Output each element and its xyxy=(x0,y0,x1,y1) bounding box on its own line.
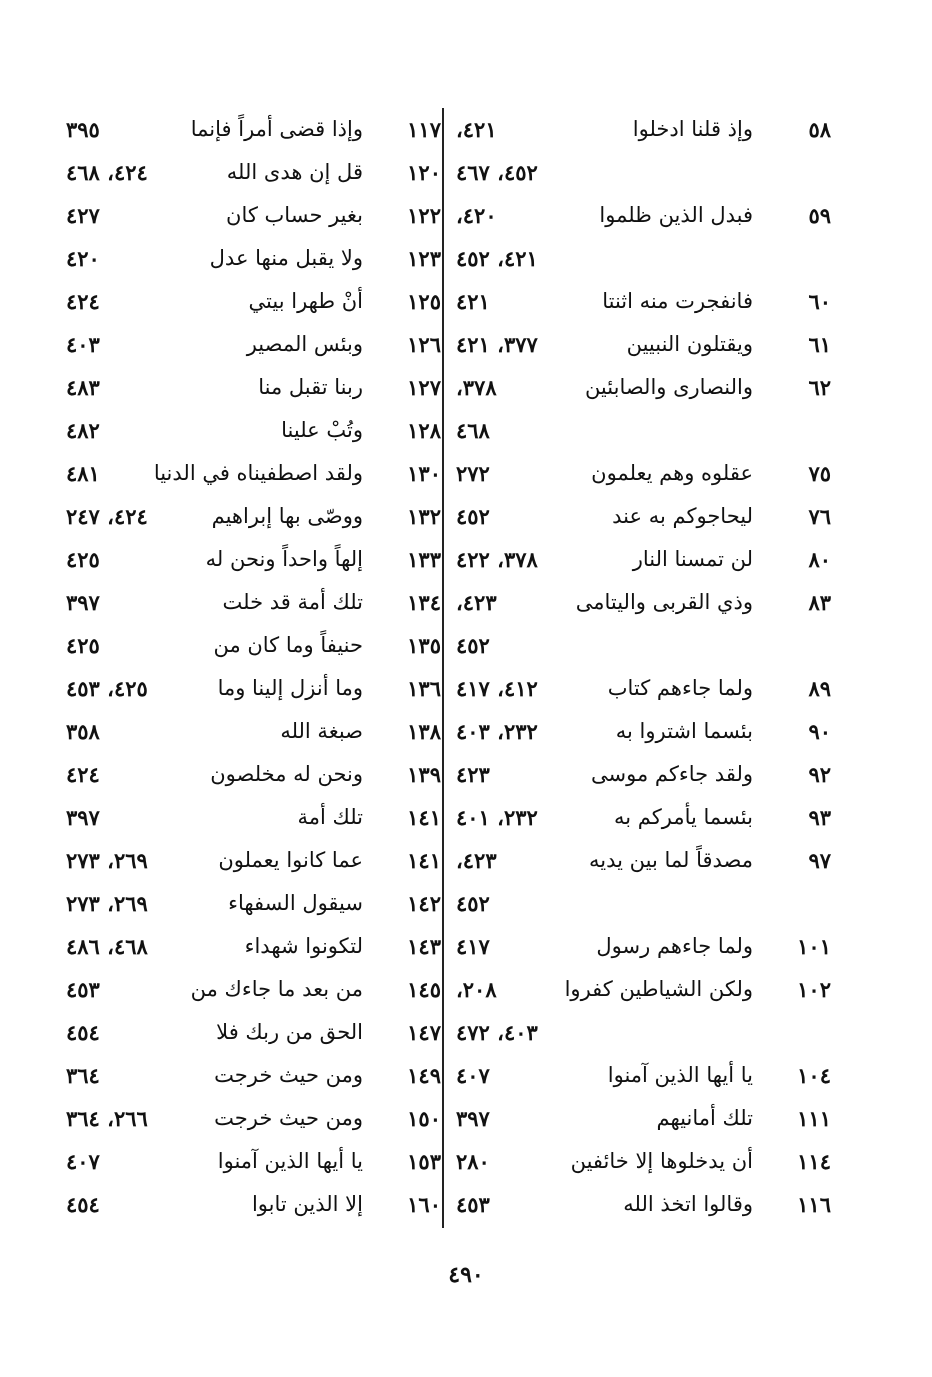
verse-number: ١٥٣ xyxy=(407,1149,441,1174)
verse-text: ومن حيث خرجت xyxy=(214,1063,363,1087)
index-entry xyxy=(456,753,831,796)
verse-text: وتُبْ علينا xyxy=(281,418,363,442)
index-entry xyxy=(66,108,441,151)
index-entry xyxy=(66,538,441,581)
page-references: ٤٢٤ xyxy=(66,289,100,314)
index-entry xyxy=(66,1054,441,1097)
page-references: ٤٥٢ xyxy=(456,504,490,529)
index-entry xyxy=(456,667,831,710)
verse-number: ١٤٩ xyxy=(407,1063,441,1088)
index-entry xyxy=(456,1183,831,1226)
page-references: ٣٦٤ xyxy=(66,1063,100,1088)
page-number: ٤٩٠ xyxy=(448,1262,484,1288)
index-entry xyxy=(456,624,831,667)
verse-text: والنصارى والصابئين xyxy=(584,375,753,399)
verse-text: عما كانوا يعملون xyxy=(218,848,363,872)
verse-number: ٩٠ xyxy=(808,719,831,744)
verse-text: فبدل الذين ظلموا xyxy=(599,203,753,227)
index-entry xyxy=(66,366,441,409)
verse-text: ولا يقبل منها عدل xyxy=(209,246,363,270)
verse-text: ولكن الشياطين كفروا xyxy=(564,977,753,1001)
verse-text: مصدقاً لما بين يديه xyxy=(588,848,753,872)
verse-number: ٩٣ xyxy=(808,805,831,830)
verse-text: ولقد جاءكم موسى xyxy=(591,762,753,786)
page-references: ٣٩٧ xyxy=(456,1106,490,1131)
index-entry xyxy=(456,237,831,280)
page-references: ٤٨٣ xyxy=(66,375,100,400)
page-references: ٤٢٠ xyxy=(66,246,100,271)
verse-number: ١٤١ xyxy=(407,805,441,830)
verse-text: بغير حساب كان xyxy=(226,203,363,227)
index-entry xyxy=(66,796,441,839)
index-entry xyxy=(456,538,831,581)
page-references: ٣٥٨ xyxy=(66,719,100,744)
column-divider xyxy=(442,108,444,1228)
verse-text: بئسما اشتروا به xyxy=(615,719,753,743)
page-references: ٢٦٩، ٢٧٣ xyxy=(66,891,148,916)
page-references: ٤١٢، ٤١٧ xyxy=(456,676,538,701)
verse-text: فانفجرت منه اثنتا xyxy=(602,289,753,313)
page-references: ٣٩٥ xyxy=(66,117,100,142)
index-entry xyxy=(456,882,831,925)
index-entry xyxy=(66,280,441,323)
verse-text: وذي القربى واليتامى xyxy=(575,590,753,614)
index-entry xyxy=(456,796,831,839)
verse-text: تلك أمة قد خلت xyxy=(222,590,363,614)
verse-text: ولما جاءهم كتاب xyxy=(607,676,753,700)
index-entry xyxy=(456,710,831,753)
page-references: ٤٠٧ xyxy=(456,1063,490,1088)
index-entry xyxy=(456,452,831,495)
page-references: ٤٢٥ xyxy=(66,547,100,572)
index-entry xyxy=(456,581,831,624)
verse-text: وإذ قلنا ادخلوا xyxy=(632,117,753,141)
page-references: ٤٥٢ xyxy=(456,633,490,658)
verse-number: ١٣٠ xyxy=(407,461,441,486)
verse-number: ١٤٥ xyxy=(407,977,441,1002)
verse-text: تلك أمانيهم xyxy=(656,1106,753,1130)
index-entry xyxy=(66,839,441,882)
verse-text: من بعد ما جاءك من xyxy=(190,977,363,1001)
verse-text: وما أنزل إلينا وما xyxy=(217,676,363,700)
page-references: ٤٢٣ xyxy=(456,762,490,787)
index-column-right xyxy=(456,108,831,1226)
page-references: ٤٥٣ xyxy=(456,1192,490,1217)
verse-text: وقالوا اتخذ الله xyxy=(623,1192,753,1216)
verse-number: ١١١ xyxy=(797,1106,831,1131)
index-entry xyxy=(456,280,831,323)
page-references: ٣٧٧، ٤٢١ xyxy=(456,332,538,357)
index-entry xyxy=(66,667,441,710)
verse-number: ١٣٥ xyxy=(407,633,441,658)
page-references: ٢٧٢ xyxy=(456,461,490,486)
verse-number: ١١٤ xyxy=(797,1149,831,1174)
index-entry xyxy=(66,882,441,925)
page-references: ٤٢٤ xyxy=(66,762,100,787)
index-entry xyxy=(456,1054,831,1097)
page-references: ٤١٧ xyxy=(456,934,490,959)
verse-number: ٧٥ xyxy=(808,461,831,486)
index-entry xyxy=(66,581,441,624)
verse-number: ١١٦ xyxy=(797,1192,831,1217)
index-entry xyxy=(66,194,441,237)
page-references: ٤٢١، ٤٥٢ xyxy=(456,246,538,271)
verse-number: ١٣٤ xyxy=(407,590,441,615)
index-entry xyxy=(66,409,441,452)
verse-number: ١٢٨ xyxy=(407,418,441,443)
verse-text: قل إن هدى الله xyxy=(226,160,363,184)
verse-text: بئسما يأمركم به xyxy=(614,805,753,829)
index-entry xyxy=(66,624,441,667)
verse-number: ١٣٨ xyxy=(407,719,441,744)
verse-number: ١٤٧ xyxy=(407,1020,441,1045)
verse-text: ليحاجوكم به عند xyxy=(612,504,753,528)
page-references: ٤٠٧ xyxy=(66,1149,100,1174)
verse-number: ٦٢ xyxy=(808,375,831,400)
index-entry xyxy=(456,194,831,237)
verse-number: ٨٩ xyxy=(808,676,831,701)
verse-number: ١١٧ xyxy=(407,117,441,142)
verse-text: سيقول السفهاء xyxy=(228,891,363,915)
index-entry xyxy=(66,968,441,1011)
verse-number: ١٣٦ xyxy=(407,676,441,701)
verse-text: يا أيها الذين آمنوا xyxy=(217,1149,363,1173)
index-entry xyxy=(66,151,441,194)
page-references: ٤٦٨ xyxy=(456,418,490,443)
page-references: ٤٢٥، ٤٥٣ xyxy=(66,676,148,701)
verse-text: لتكونوا شهداء xyxy=(244,934,363,958)
verse-number: ٥٨ xyxy=(808,117,831,142)
verse-number: ٩٧ xyxy=(808,848,831,873)
page-references: ٣٧٨، ٤٢٢ xyxy=(456,547,538,572)
page-references: ٢٦٦، ٣٦٤ xyxy=(66,1106,148,1131)
verse-text: الحق من ربك فلا xyxy=(216,1020,363,1044)
page-references: ٢٨٠ xyxy=(456,1149,490,1174)
page-references: ٤٢٤، ٢٤٧ xyxy=(66,504,148,529)
index-entry xyxy=(456,108,831,151)
verse-number: ١٤٢ xyxy=(407,891,441,916)
verse-number: ١٢٧ xyxy=(407,375,441,400)
page-references: ٤٨٢ xyxy=(66,418,100,443)
page-references: ٣٧٨، xyxy=(456,375,497,400)
page-references: ٢٦٩، ٢٧٣ xyxy=(66,848,148,873)
index-entry xyxy=(66,710,441,753)
verse-text: أن يدخلوها إلا خائفين xyxy=(570,1149,753,1173)
index-entry xyxy=(456,409,831,452)
verse-text: ولقد اصطفيناه في الدنيا xyxy=(153,461,363,485)
verse-number: ٨٠ xyxy=(808,547,831,572)
index-entry xyxy=(456,1097,831,1140)
page-references: ٤٦٨، ٤٨٦ xyxy=(66,934,148,959)
verse-text: تلك أمة xyxy=(297,805,363,829)
verse-text: يا أيها الذين آمنوا xyxy=(607,1063,753,1087)
verse-number: ١٢٥ xyxy=(407,289,441,314)
index-entry xyxy=(66,237,441,280)
page-references: ٤٢٤، ٤٦٨ xyxy=(66,160,148,185)
index-entry xyxy=(66,925,441,968)
page-references: ٤٥٢، ٤٦٧ xyxy=(456,160,538,185)
verse-number: ٦٠ xyxy=(808,289,831,314)
index-entry xyxy=(66,1140,441,1183)
index-entry xyxy=(456,366,831,409)
index-entry xyxy=(456,151,831,194)
verse-text: أنْ طهرا بيتي xyxy=(248,289,363,313)
page-references: ٤٥٢ xyxy=(456,891,490,916)
page-references: ٤٢٧ xyxy=(66,203,100,228)
verse-number: ١٢٣ xyxy=(407,246,441,271)
index-entry xyxy=(66,1183,441,1226)
index-entry xyxy=(66,1011,441,1054)
verse-number: ١٠١ xyxy=(797,934,831,959)
index-entry xyxy=(66,753,441,796)
index-entry xyxy=(66,452,441,495)
page-references: ٤٥٤ xyxy=(66,1020,100,1045)
verse-text: حنيفاً وما كان من xyxy=(213,633,363,657)
verse-number: ٩٢ xyxy=(808,762,831,787)
verse-number: ١٢٢ xyxy=(407,203,441,228)
verse-number: ٥٩ xyxy=(808,203,831,228)
verse-number: ١٤١ xyxy=(407,848,441,873)
page-references: ٣٩٧ xyxy=(66,805,100,830)
page-references: ٢٣٢، ٤٠٣ xyxy=(456,719,538,744)
page-references: ٤٠٣ xyxy=(66,332,100,357)
page-references: ٤٥٣ xyxy=(66,977,100,1002)
index-entry xyxy=(456,925,831,968)
verse-text: عقلوه وهم يعلمون xyxy=(591,461,753,485)
page-references: ٤٢٥ xyxy=(66,633,100,658)
page-references: ٤٢٣، xyxy=(456,590,497,615)
verse-text: ويقتلون النبيين xyxy=(626,332,753,356)
index-entry xyxy=(456,1140,831,1183)
index-entry xyxy=(66,495,441,538)
page-references: ٤٢٠، xyxy=(456,203,497,228)
page-references: ٤٨١ xyxy=(66,461,100,486)
verse-number: ١٦٠ xyxy=(407,1192,441,1217)
verse-number: ١٠٤ xyxy=(797,1063,831,1088)
verse-text: ونحن له مخلصون xyxy=(210,762,363,786)
page-references: ٣٩٧ xyxy=(66,590,100,615)
verse-text: وإذا قضى أمراً فإنما xyxy=(190,117,363,141)
page-references: ٤٢٣، xyxy=(456,848,497,873)
index-entry xyxy=(456,839,831,882)
index-entry xyxy=(456,1011,831,1054)
page-references: ٤٢١ xyxy=(456,289,490,314)
verse-number: ٧٦ xyxy=(808,504,831,529)
page-references: ٢٣٢، ٤٠١ xyxy=(456,805,538,830)
page-references: ٢٠٨، xyxy=(456,977,497,1002)
verse-text: ربنا تقبل منا xyxy=(258,375,363,399)
verse-text: ووصّى بها إبراهيم xyxy=(211,504,363,528)
verse-text: صبغة الله xyxy=(280,719,363,743)
verse-number: ١٢٦ xyxy=(407,332,441,357)
verse-number: ١٣٩ xyxy=(407,762,441,787)
index-entry xyxy=(66,323,441,366)
verse-text: وبئس المصير xyxy=(246,332,363,356)
verse-number: ١٢٠ xyxy=(407,160,441,185)
page-references: ٤٢١، xyxy=(456,117,497,142)
verse-number: ١٣٢ xyxy=(407,504,441,529)
verse-number: ١٥٠ xyxy=(407,1106,441,1131)
index-column-left xyxy=(66,108,441,1226)
index-entry xyxy=(456,323,831,366)
verse-text: إلا الذين تابوا xyxy=(251,1192,363,1216)
verse-number: ٨٣ xyxy=(808,590,831,615)
verse-text: ومن حيث خرجت xyxy=(214,1106,363,1130)
verse-number: ١٣٣ xyxy=(407,547,441,572)
page-references: ٤٥٤ xyxy=(66,1192,100,1217)
verse-number: ١٠٢ xyxy=(797,977,831,1002)
verse-number: ٦١ xyxy=(808,332,831,357)
index-entry xyxy=(66,1097,441,1140)
verse-text: لن تمسنا النار xyxy=(632,547,753,571)
index-entry xyxy=(456,495,831,538)
verse-text: ولما جاءهم رسول xyxy=(596,934,753,958)
verse-text: إلهاً واحداً ونحن له xyxy=(205,547,363,571)
page-references: ٤٠٣، ٤٧٢ xyxy=(456,1020,538,1045)
index-entry xyxy=(456,968,831,1011)
verse-number: ١٤٣ xyxy=(407,934,441,959)
